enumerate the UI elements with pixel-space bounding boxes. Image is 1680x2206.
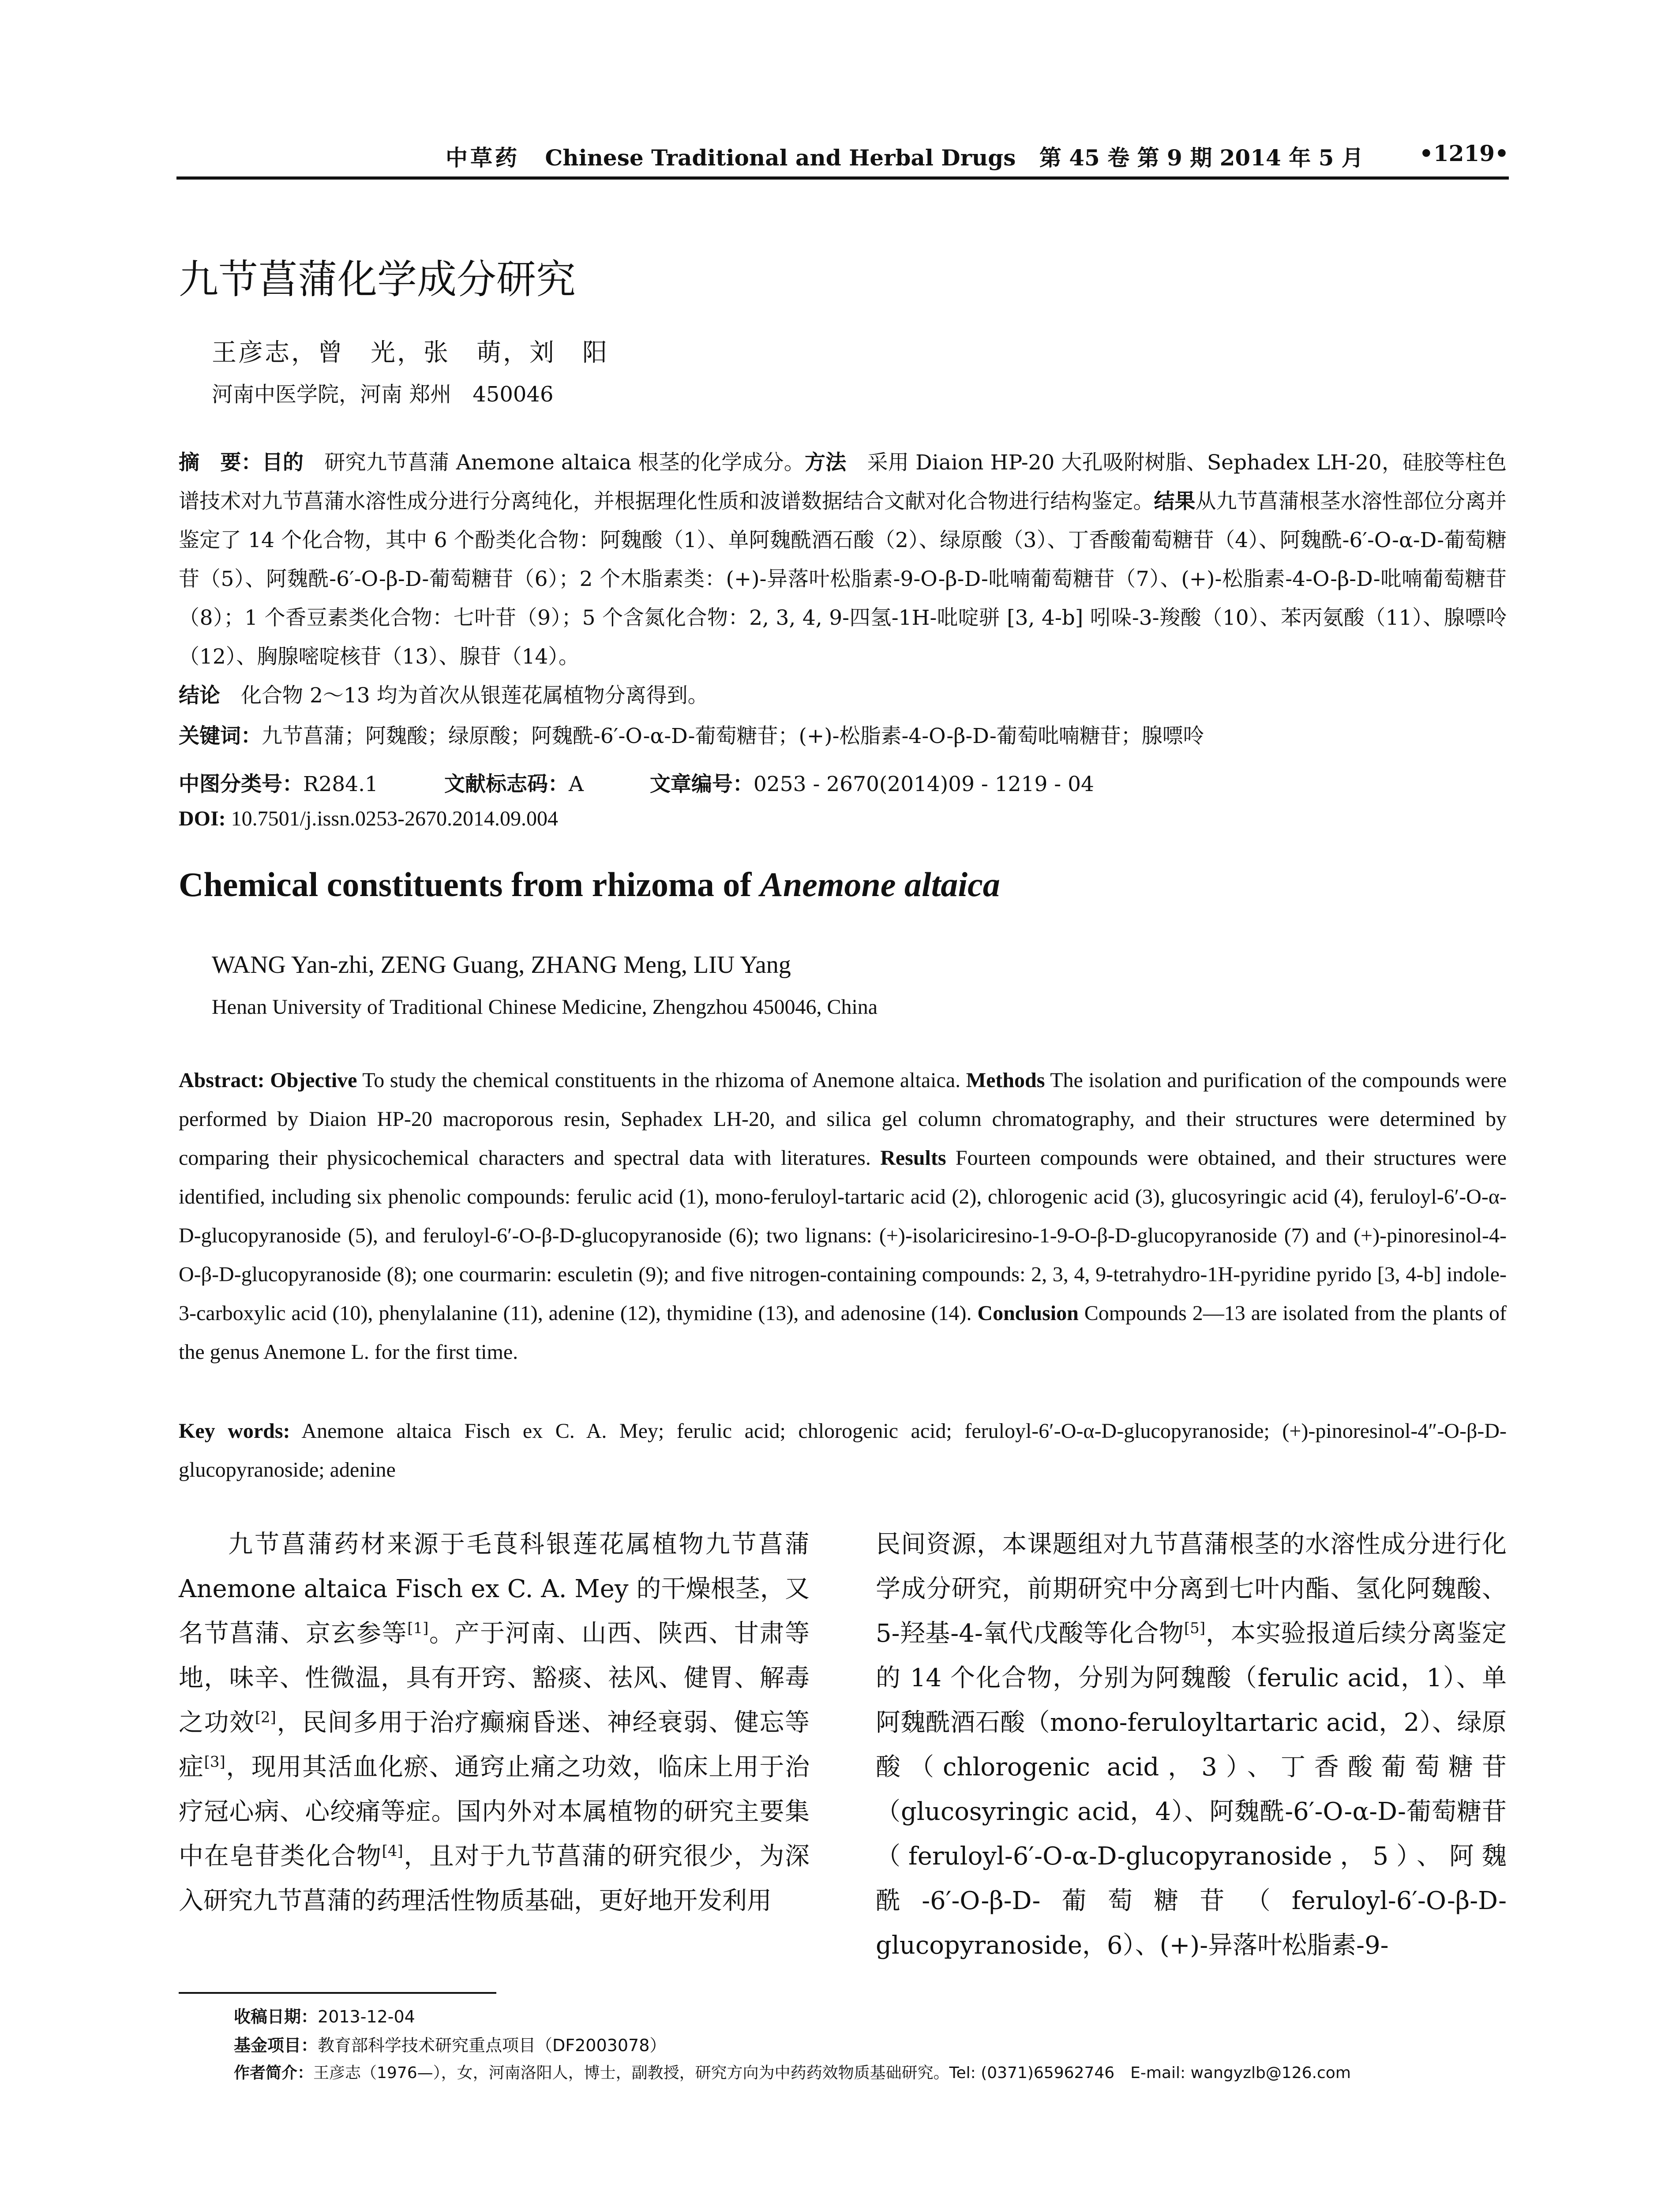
doc-code-label: 文献标志码： [444,772,569,796]
body-left-text-2: 。产于河南、山西、陕西、甘肃等地，味辛、性微温，具有开窍、豁痰、祛风、健胃、解毒之功效 [179,1619,810,1737]
results-cn-label: 结果 [1154,489,1196,514]
clc-value: R284.1 [303,772,378,796]
fund-text: 教育部科学技术研究重点项目（DF2003078） [318,2036,667,2055]
citation-4[interactable]: [4] [382,1842,403,1860]
page-number: •1219• [1419,140,1509,166]
results-en: Fourteen compounds were obtained, and their structures were identified, including six phenolic compounds: ferulic acid (1), mono-feruloyl-tartaric acid (2), chlorogenic acid (3), glucosyringic acid (4), feruloyl-6′-O-α-D-glucopyranoside (5), and feruloyl-6′-O-β-D-glucopyranoside (6); two lignans: (+)-isolariciresino-1-9-O-β-D-glucopyranoside (7) and (+)-pinoresinol-4-O-β-D-glucopyranoside (8); one courmarin: esculetin (9); and five nitrogen-containing compounds: 2, 3, 4, 9-tetrahydro-1H-pyridine pyrido [3, 4-b] indole-3-carboxylic acid (10), phenylalanine (11), adenine (12), thymidine (13), and adenosine (14). [179,1146,1507,1325]
doi-value: 10.7501/j.issn.0253-2670.2014.09.004 [225,807,559,830]
article-no-label: 文章编号： [649,772,754,796]
abstract-cn-label: 摘 要： [179,450,262,475]
authors-en: WANG Yan-zhi, ZENG Guang, ZHANG Meng, LIU Yang [212,951,791,979]
abstract-en-label: Abstract: Objective [179,1069,357,1092]
keywords-cn-text: 九节菖蒲；阿魏酸；绿原酸；阿魏酰-6′-O-α-D-葡萄糖苷；(+)-松脂素-4-O-β-D-葡萄吡喃糖苷；腺嘌呤 [262,724,1204,748]
abstract-en [179,1061,1507,1372]
journal-name-cn: 中草药 [446,145,520,171]
keywords-en [179,1412,1507,1489]
results-en-label: Results [880,1146,946,1170]
methods-en-label: Methods [966,1069,1045,1092]
journal-name-en: Chinese Traditional and Herbal Drugs [545,145,1016,171]
body-left-text-4: ，现用其活血化瘀、通窍止痛之功效，临床上用于治疗冠心病、心绞痛等症。国内外对本属植物的研究主要集中在皂苷类化合物 [179,1753,810,1871]
footnote-rule [179,1992,496,1994]
running-header [176,140,1509,176]
body-left-text-1: 九节菖蒲药材来源于毛茛科银莲花属植物九节菖蒲 Anemone altaica Fisch ex C. A. Mey 的干燥根茎，又名节菖蒲、京玄参等 [179,1530,810,1648]
conclusion-en: Compounds 2—13 are isolated from the plants of the genus Anemone L. for the first time. [179,1302,1507,1364]
body-left-text-3: ，民间多用于治疗癫痫昏迷、神经衰弱、健忘等症 [179,1708,810,1782]
conclusion-cn: 化合物 2～13 均为首次从银莲花属植物分离得到。 [220,683,709,708]
body-column-right [876,1522,1507,1968]
affiliation-cn: 河南中医学院，河南 郑州 450046 [212,382,554,407]
received-date: 2013-12-04 [318,2007,415,2026]
results-cn: 从九节菖蒲根茎水溶性部位分离并鉴定了 14 个化合物，其中 6 个酚类化合物：阿魏酸（1）、单阿魏酰酒石酸（2）、绿原酸（3）、丁香酸葡萄糖苷（4）、阿魏酰-6′-O-α-D-葡萄糖苷（5）、阿魏酰-6′-O-β-D-葡萄糖苷（6）；2 个木脂素类：(+)-异落叶松脂素-9-O-β-D-吡喃葡萄糖苷（7）、(+)-松脂素-4-O-β-D-吡喃葡萄糖苷（8）；1 个香豆素类化合物：七叶苷（9）；5 个含氮化合物：2, 3, 4, 9-四氢-1H-吡啶骈 [3, 4-b] 吲哚-3-羧酸（10）、苯丙氨酸（11）、腺嘌呤（12）、胸腺嘧啶核苷（13）、腺苷（14）。 [179,489,1507,669]
doi-line [179,807,558,831]
title-cn: 九节菖蒲化学成分研究 [179,256,576,303]
affiliation-en: Henan University of Traditional Chinese Medicine, Zhengzhou 450046, China [212,995,878,1019]
methods-cn: 采用 Diaion HP-20 大孔吸附树脂、Sephadex LH-20，硅胶等柱色谱技术对九节菖蒲水溶性成分进行分离纯化，并根据理化性质和波谱数据结合文献对化合物进行结构鉴定。 [179,450,1507,514]
keywords-en-text: Anemone altaica Fisch ex C. A. Mey; ferulic acid; chlorogenic acid; feruloyl-6′-O-α-D-glucopyranoside; (+)-pinoresinol-4″-O-β-D-glucopyranoside; adenine [179,1419,1507,1482]
objective-en: To study the chemical constituents in the rhizoma of Anemone altaica. [357,1069,966,1092]
doi-label: DOI: [179,807,226,830]
authors-cn: 王彦志，曾 光，张 萌，刘 阳 [212,338,609,367]
clc-label: 中图分类号： [179,772,303,796]
conclusion-cn-label: 结论 [179,683,220,708]
header-rule [176,176,1509,180]
body-right-text-2: ，本实验报道后续分离鉴定的 14 个化合物，分别为阿魏酸（ferulic acid，1）、单阿魏酰酒石酸（mono-feruloyltartaric acid，2）、绿原酸（chlorogenic acid，3）、丁香酸葡萄糖苷（glucosyringic acid，4）、阿魏酰-6′-O-α-D-葡萄糖苷（feruloyl-6′-O-α-D-glucopyranoside，5）、阿魏酰-6′-O-β-D-葡萄糖苷（feruloyl-6′-O-β-D-glucopyranoside，6）、(+)-异落叶松脂素-9- [876,1619,1507,1960]
journal-issue: 第 45 卷 第 9 期 2014 年 5 月 [1039,145,1364,171]
citation-5[interactable]: [5] [1184,1619,1206,1637]
body-right-text-1: 民间资源，本课题组对九节菖蒲根茎的水溶性成分进行化学成分研究，前期研究中分离到七叶内酯、氢化阿魏酸、5-羟基-4-氧代戊酸等化合物 [876,1530,1507,1648]
objective-cn: 研究九节菖蒲 Anemone altaica 根茎的化学成分。 [304,450,805,475]
keywords-cn-label: 关键词： [179,724,262,748]
article-no-value: 0253 - 2670(2014)09 - 1219 - 04 [753,772,1094,796]
received-label: 收稿日期： [234,2007,318,2026]
abstract-cn [179,443,1507,715]
doc-code-value: A [568,772,584,796]
citation-2[interactable]: [2] [255,1708,276,1726]
title-en [179,865,1000,904]
body-left-text-5: ，且对于九节菖蒲的研究很少，为深入研究九节菖蒲的药理活性物质基础，更好地开发利用 [179,1842,810,1915]
citation-1[interactable]: [1] [407,1619,429,1637]
objective-cn-label: 目的 [262,450,304,475]
footnote-fund [234,2032,666,2056]
keywords-cn [179,717,1507,756]
methods-en: The isolation and purification of the compounds were performed by Diaion HP-20 macroporous resin, Sephadex LH-20, and silica gel column chromatography, and their structures were determined by comparing their physicochemical characters and spectral data with literatures. [179,1069,1507,1170]
footnote-author [234,2060,1351,2083]
author-bio-text: 王彦志（1976—），女，河南洛阳人，博士，副教授，研究方向为中药药效物质基础研究。Tel: (0371)65962746 E-mail: wangyzlb@126.com [313,2064,1351,2082]
footnote-received [234,2003,415,2027]
title-en-species: Anemone altaica [760,865,1000,904]
body-column-left [179,1522,810,1923]
methods-cn-label: 方法 [805,450,847,475]
keywords-en-label: Key words: [179,1419,290,1443]
title-en-plain: Chemical constituents from rhizoma of [179,865,760,904]
author-bio-label: 作者简介： [234,2064,314,2082]
classification-line [179,768,1094,797]
citation-3[interactable]: [3] [204,1753,225,1771]
fund-label: 基金项目： [234,2036,318,2055]
conclusion-en-label: Conclusion [977,1302,1079,1325]
